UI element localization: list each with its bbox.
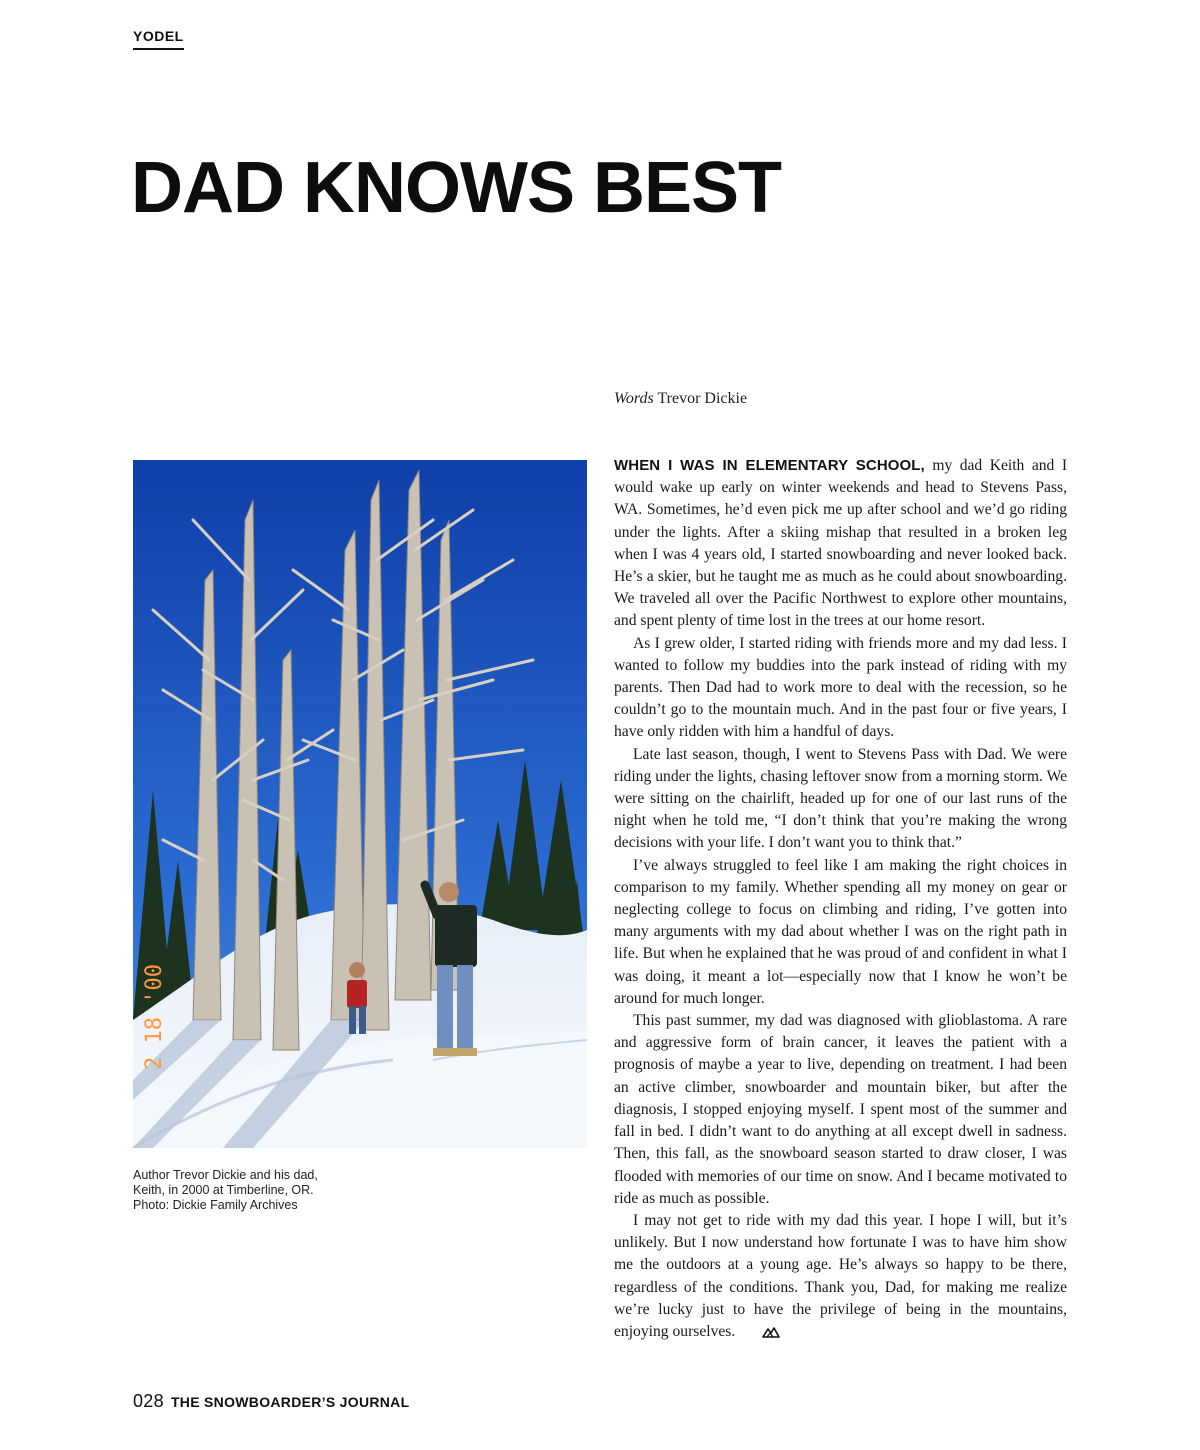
lead-in: WHEN I WAS IN ELEMENTARY SCHOOL, — [614, 457, 925, 474]
photo-caption — [133, 1168, 393, 1213]
section-label: YODEL — [133, 28, 184, 50]
caption-line: Author Trevor Dickie and his dad, — [133, 1168, 318, 1182]
magazine-name: THE SNOWBOARDER’S JOURNAL — [170, 1394, 410, 1410]
article-paragraph: I’ve always struggled to feel like I am making the right choices in comparison to my family. Whether spending all my money on gear or neglecting college to focus on climbing and riding, I’ve gotten into many arguments with my dad about whether I was on the right path in life. But when he explained that he was proud of and confident in what I was doing, it meant a lot—especially now that I know he won’t be around for much longer. — [614, 856, 1067, 1007]
article-paragraph — [614, 1210, 1067, 1345]
byline-label: Words — [614, 390, 654, 407]
caption-line: Photo: Dickie Family Archives — [133, 1198, 298, 1212]
article-paragraph — [614, 455, 1067, 633]
snowy-trees-photo — [133, 460, 587, 1148]
page-footer — [133, 1391, 409, 1412]
caption-line: Keith, in 2000 at Timberline, OR. — [133, 1183, 314, 1197]
paragraph-text: I may not get to ride with my dad this year. I hope I will, but it’s unlikely. But I now understand how fortunate I was to have him show me the outdoors at a young age. He’s always so happy to be there, regardless of the conditions. Thank you, Dad, for making me realize we’re lucky just to have the privilege of being in the mountains, enjoying ourselves. — [614, 1211, 1067, 1340]
article-paragraph: This past summer, my dad was diagnosed with glioblastoma. A rare and aggressive form of brain cancer, it leaves the patient with a prognosis of maybe a year to live, depending on treatment. I had been an active climber, snowboarder and mountain biker, but after the diagnosis, I stopped enjoying myself. I spent most of the summer and fall in bed. I didn’t want to do anything at all except dwell in sadness. Then, this fall, as the snowboard season started to draw closer, I was flooded with memories of our time on snow. And I became motivated to ride as much as possible. — [614, 1012, 1067, 1207]
article-paragraph: As I grew older, I started riding with friends more and my dad less. I wanted to follow my buddies into the park instead of riding with my parents. Then Dad had to work more to deal with the recession, so he couldn’t go to the mountain much. And in the past four or five years, I have only ridden with him a handful of days. — [614, 634, 1067, 741]
article-body — [614, 455, 1067, 1345]
page-number: 028 — [133, 1391, 164, 1411]
article-paragraph: Late last season, though, I went to Stevens Pass with Dad. We were riding under the lights, chasing leftover snow from a morning storm. We were sitting on the chairlift, headed up for one of our last runs of the night when he told me, “I don’t think that you’re making the wrong decisions with your life. I don’t want you to think that.” — [614, 745, 1067, 852]
mountain-end-mark-icon — [743, 1323, 780, 1345]
byline-author: Trevor Dickie — [657, 390, 748, 407]
article-photo — [133, 460, 587, 1148]
byline — [614, 390, 747, 408]
headline: DAD KNOWS BEST — [131, 148, 781, 228]
paragraph-text: my dad Keith and I would wake up early on winter weekends and head to Stevens Pass, WA. Sometimes, he’d even pick me up after school and we’d go riding under the lights. After a skiing mishap that resulted in a broken leg when I was 4 years old, I started snowboarding and never looked back. He’s a skier, but he taught me as much as he could about snowboarding. We traveled all over the Pacific Northwest to explore other mountains, and spent plenty of time lost in the trees at our home resort. — [614, 457, 1068, 630]
photo-date-stamp: 2 18 '00 — [142, 964, 167, 1070]
